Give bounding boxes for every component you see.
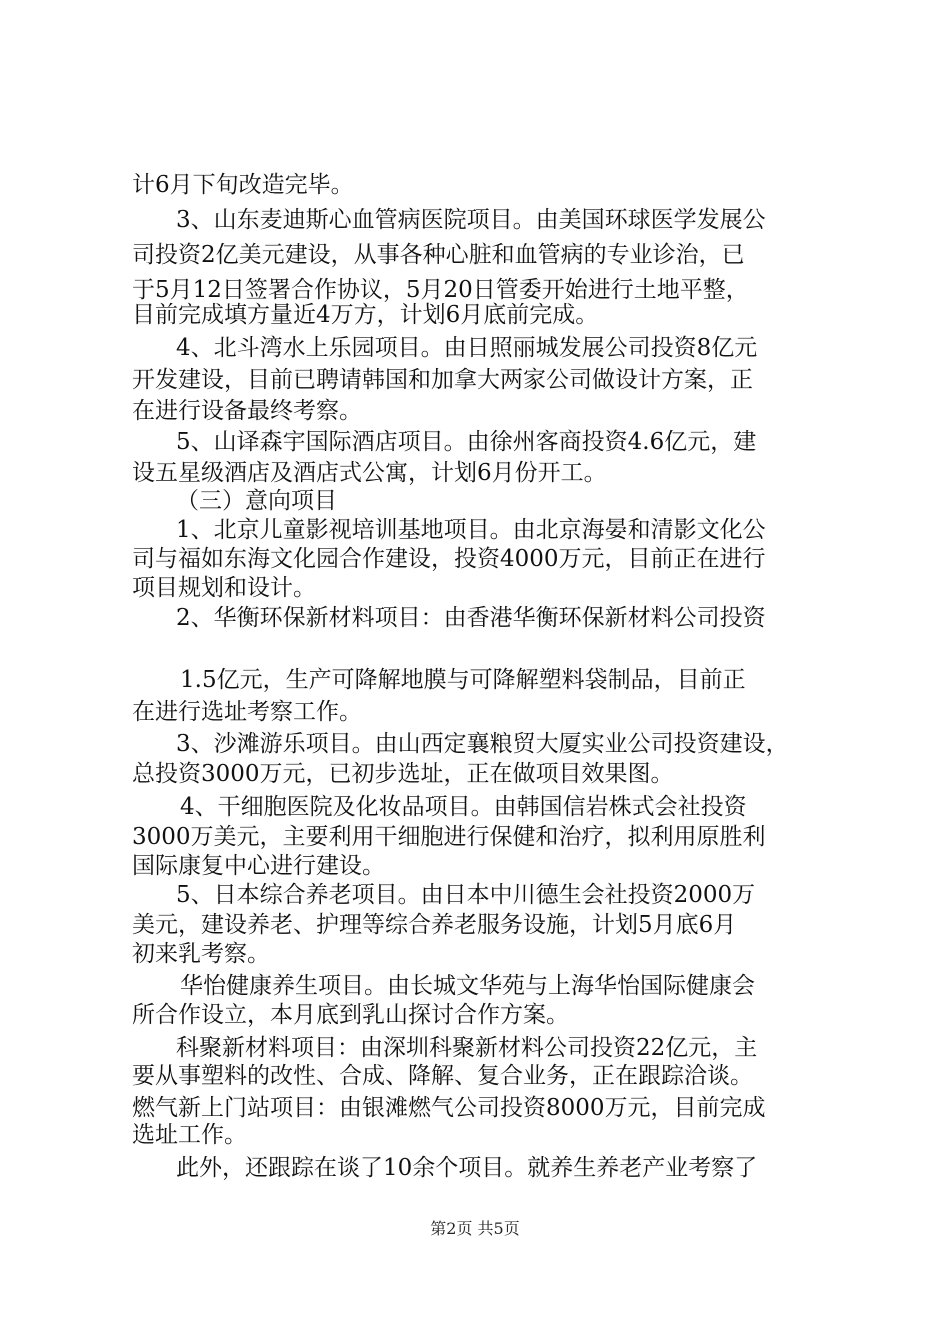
text-line: 华怡健康养生项目。由长城文华苑与上海华怡国际健康会 [180, 973, 755, 999]
text-line: 于5月12日签署合作协议，5月20日管委开始进行土地平整， [132, 277, 749, 303]
text-line: 司投资2亿美元建设，从事各种心脏和血管病的专业诊治，已 [132, 242, 745, 268]
text-line: 总投资3000万元，已初步选址，正在做项目效果图。 [132, 761, 674, 787]
text-line: 4、北斗湾水上乐园项目。由日照丽城发展公司投资8亿元 [176, 335, 758, 361]
text-line: 初来乳考察。 [132, 941, 270, 967]
text-line: 目前完成填方量近4万方，计划6月底前完成。 [132, 302, 599, 328]
text-line: 国际康复中心进行建设。 [132, 853, 385, 879]
text-line: 司与福如东海文化园合作建设，投资4000万元，目前正在进行 [132, 546, 766, 572]
text-line: 所合作设立，本月底到乳山探讨合作方案。 [132, 1002, 569, 1028]
text-line: 4、干细胞医院及化妆品项目。由韩国信岩株式会社投资 [180, 794, 747, 820]
page-number-footer: 第2页 共5页 [430, 1219, 520, 1238]
text-line: 1、北京儿童影视培训基地项目。由北京海晏和清影文化公 [176, 517, 766, 543]
text-line: 燃气新上门站项目：由银滩燃气公司投资8000万元，目前完成 [132, 1095, 766, 1121]
text-line: 科聚新材料项目：由深圳科聚新材料公司投资22亿元，主 [176, 1035, 758, 1061]
text-line: 选址工作。 [132, 1122, 247, 1148]
text-line: 计6月下旬改造完毕。 [132, 172, 354, 198]
text-line: 要从事塑料的改性、合成、降解、复合业务，正在跟踪洽谈。 [132, 1063, 753, 1089]
text-line: 3、沙滩游乐项目。由山西定襄粮贸大厦实业公司投资建设， [176, 731, 789, 757]
text-line: 3、山东麦迪斯心血管病医院项目。由美国环球医学发展公 [176, 207, 766, 233]
text-line: 1.5亿元，生产可降解地膜与可降解塑料袋制品，目前正 [180, 667, 746, 693]
text-line: 美元，建设养老、护理等综合养老服务设施，计划5月底6月 [132, 912, 737, 938]
text-line: 设五星级酒店及酒店式公寓，计划6月份开工。 [132, 460, 607, 486]
section-heading: （三）意向项目 [176, 488, 337, 514]
text-line: 在进行选址考察工作。 [132, 699, 362, 725]
text-line: 在进行设备最终考察。 [132, 398, 362, 424]
text-line: 项目规划和设计。 [132, 575, 316, 601]
text-line: 此外，还跟踪在谈了10余个项目。就养生养老产业考察了 [176, 1155, 758, 1181]
text-line: 3000万美元，主要利用干细胞进行保健和治疗，拟利用原胜利 [132, 824, 766, 850]
text-line: 5、日本综合养老项目。由日本中川德生会社投资2000万 [176, 882, 756, 908]
text-line: 2、华衡环保新材料项目：由香港华衡环保新材料公司投资 [176, 605, 766, 631]
text-line: 5、山译森宇国际酒店项目。由徐州客商投资4.6亿元，建 [176, 429, 757, 455]
text-line: 开发建设，目前已聘请韩国和加拿大两家公司做设计方案，正 [132, 367, 753, 393]
